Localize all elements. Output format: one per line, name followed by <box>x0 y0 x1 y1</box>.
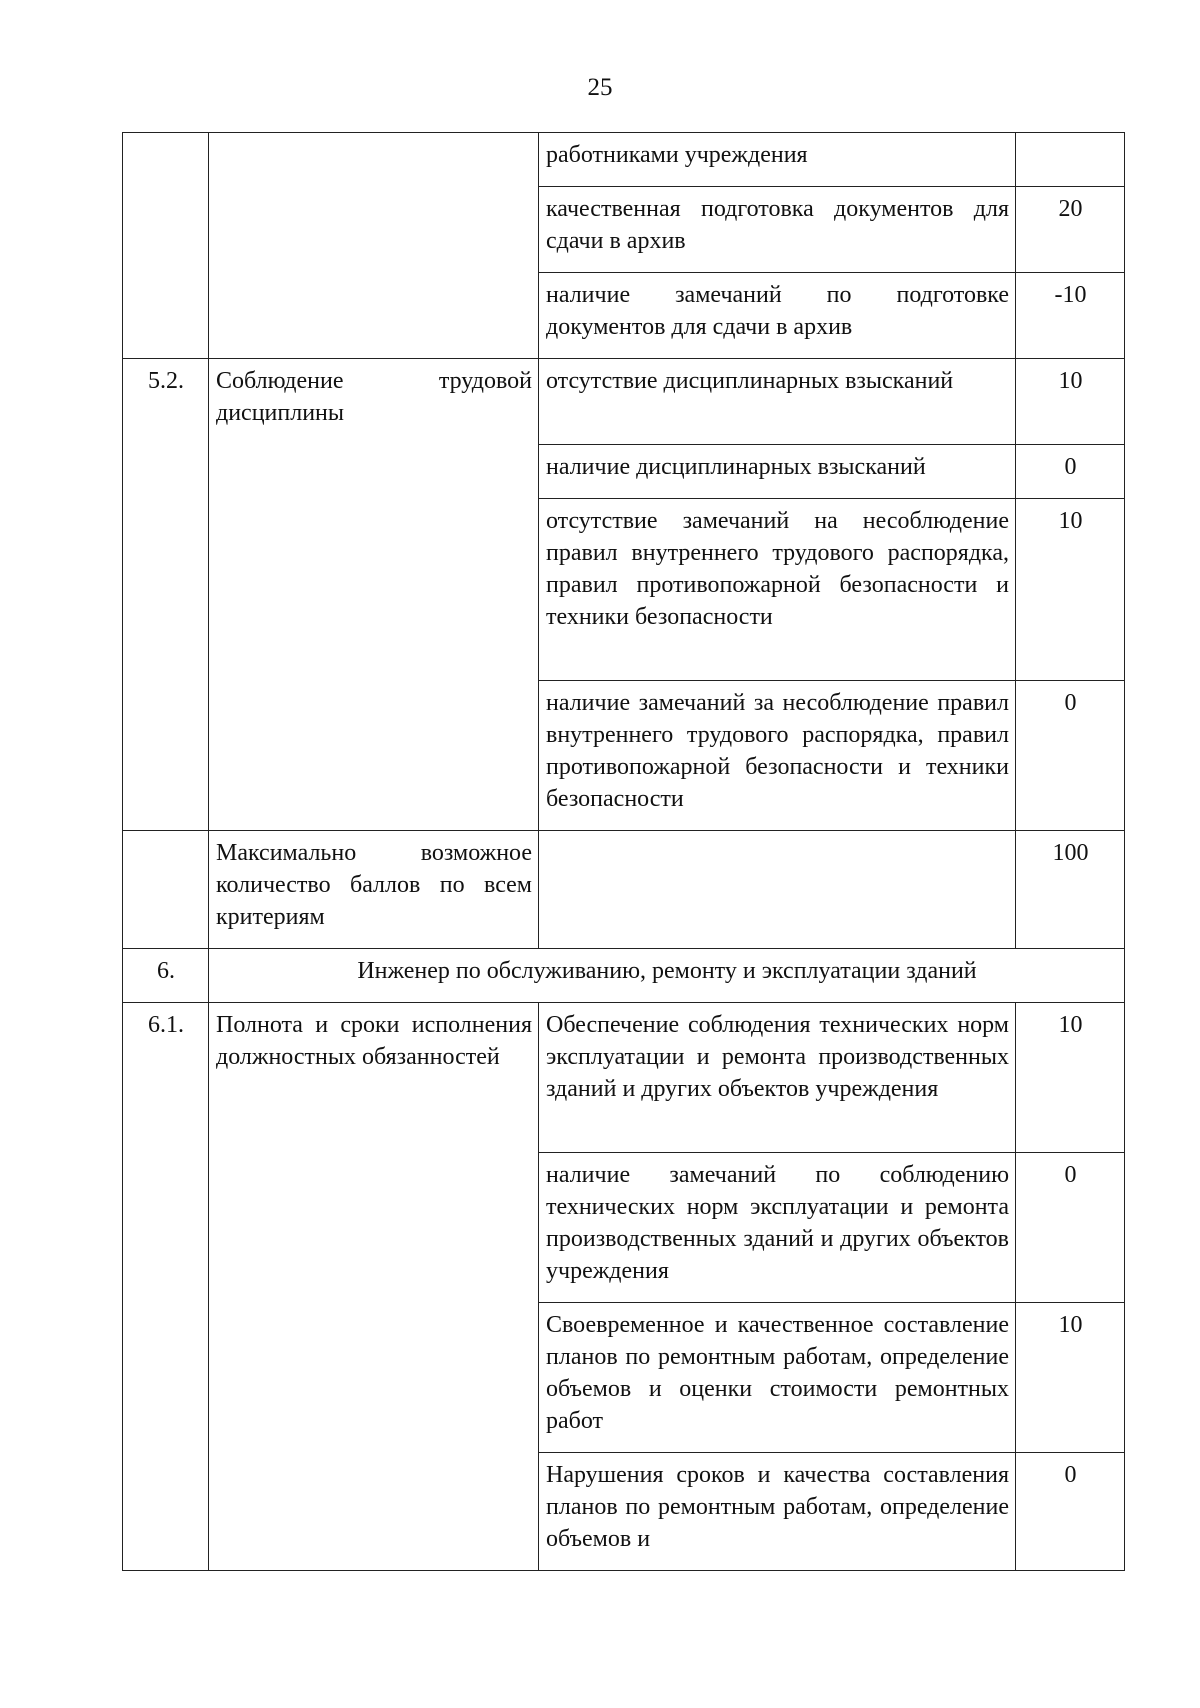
points-cell: 10 <box>1016 1303 1125 1453</box>
indicator-cell: Обеспечение соблюдения технических норм эксплуатации и ремонта производственных зданий и других объектов учреждения <box>539 1003 1016 1153</box>
indicator-cell: Нарушения сроков и качества составления планов по ремонтным работам, определение объемов и <box>539 1453 1016 1571</box>
page-number: 25 <box>587 74 613 101</box>
criterion-cell <box>209 133 539 359</box>
indicator-cell: работниками учреждения <box>539 133 1016 187</box>
indicator-cell: отсутствие дисциплинарных взысканий <box>539 359 1016 445</box>
indicator-cell: Своевременное и качественное составление планов по ремонтным работам, определение объемов и оценки стоимости ремонтных работ <box>539 1303 1016 1453</box>
criteria-table <box>122 132 1125 1571</box>
indicator-cell <box>539 831 1016 949</box>
points-cell: 20 <box>1016 187 1125 273</box>
indicator-cell: отсутствие замечаний на несоблюдение правил внутреннего трудового распорядка, правил противопожарной безопасности и техники безопасности <box>539 499 1016 681</box>
number-cell: 6. <box>123 949 209 1003</box>
number-cell <box>123 133 209 359</box>
points-cell: 0 <box>1016 445 1125 499</box>
criterion-cell: Полнота и сроки исполнения должностных обязанностей <box>209 1003 539 1571</box>
points-cell: 10 <box>1016 499 1125 681</box>
table-row <box>123 133 1125 187</box>
number-cell <box>123 831 209 949</box>
table-row <box>123 359 1125 445</box>
table-row <box>123 949 1125 1003</box>
table-row <box>123 1003 1125 1153</box>
points-cell: 100 <box>1016 831 1125 949</box>
points-cell: 0 <box>1016 681 1125 831</box>
indicator-cell: наличие замечаний по подготовке документов для сдачи в архив <box>539 273 1016 359</box>
table-row <box>123 831 1125 949</box>
points-cell: 10 <box>1016 359 1125 445</box>
points-cell: 0 <box>1016 1453 1125 1571</box>
points-cell: 10 <box>1016 1003 1125 1153</box>
points-cell: 0 <box>1016 1153 1125 1303</box>
section-title: Инженер по обслуживанию, ремонту и эксплуатации зданий <box>209 949 1125 1003</box>
criterion-cell: Максимально возможное количество баллов по всем критериям <box>209 831 539 949</box>
points-cell <box>1016 133 1125 187</box>
indicator-cell: наличие замечаний по соблюдению технических норм эксплуатации и ремонта производственных зданий и других объектов учреждения <box>539 1153 1016 1303</box>
indicator-cell: качественная подготовка документов для сдачи в архив <box>539 187 1016 273</box>
indicator-cell: наличие дисциплинарных взысканий <box>539 445 1016 499</box>
indicator-cell: наличие замечаний за несоблюдение правил внутреннего трудового распорядка, правил противопожарной безопасности и техники безопасности <box>539 681 1016 831</box>
points-cell: -10 <box>1016 273 1125 359</box>
criterion-cell: Соблюдение трудовой дисциплины <box>209 359 539 831</box>
number-cell: 5.2. <box>123 359 209 831</box>
number-cell: 6.1. <box>123 1003 209 1571</box>
